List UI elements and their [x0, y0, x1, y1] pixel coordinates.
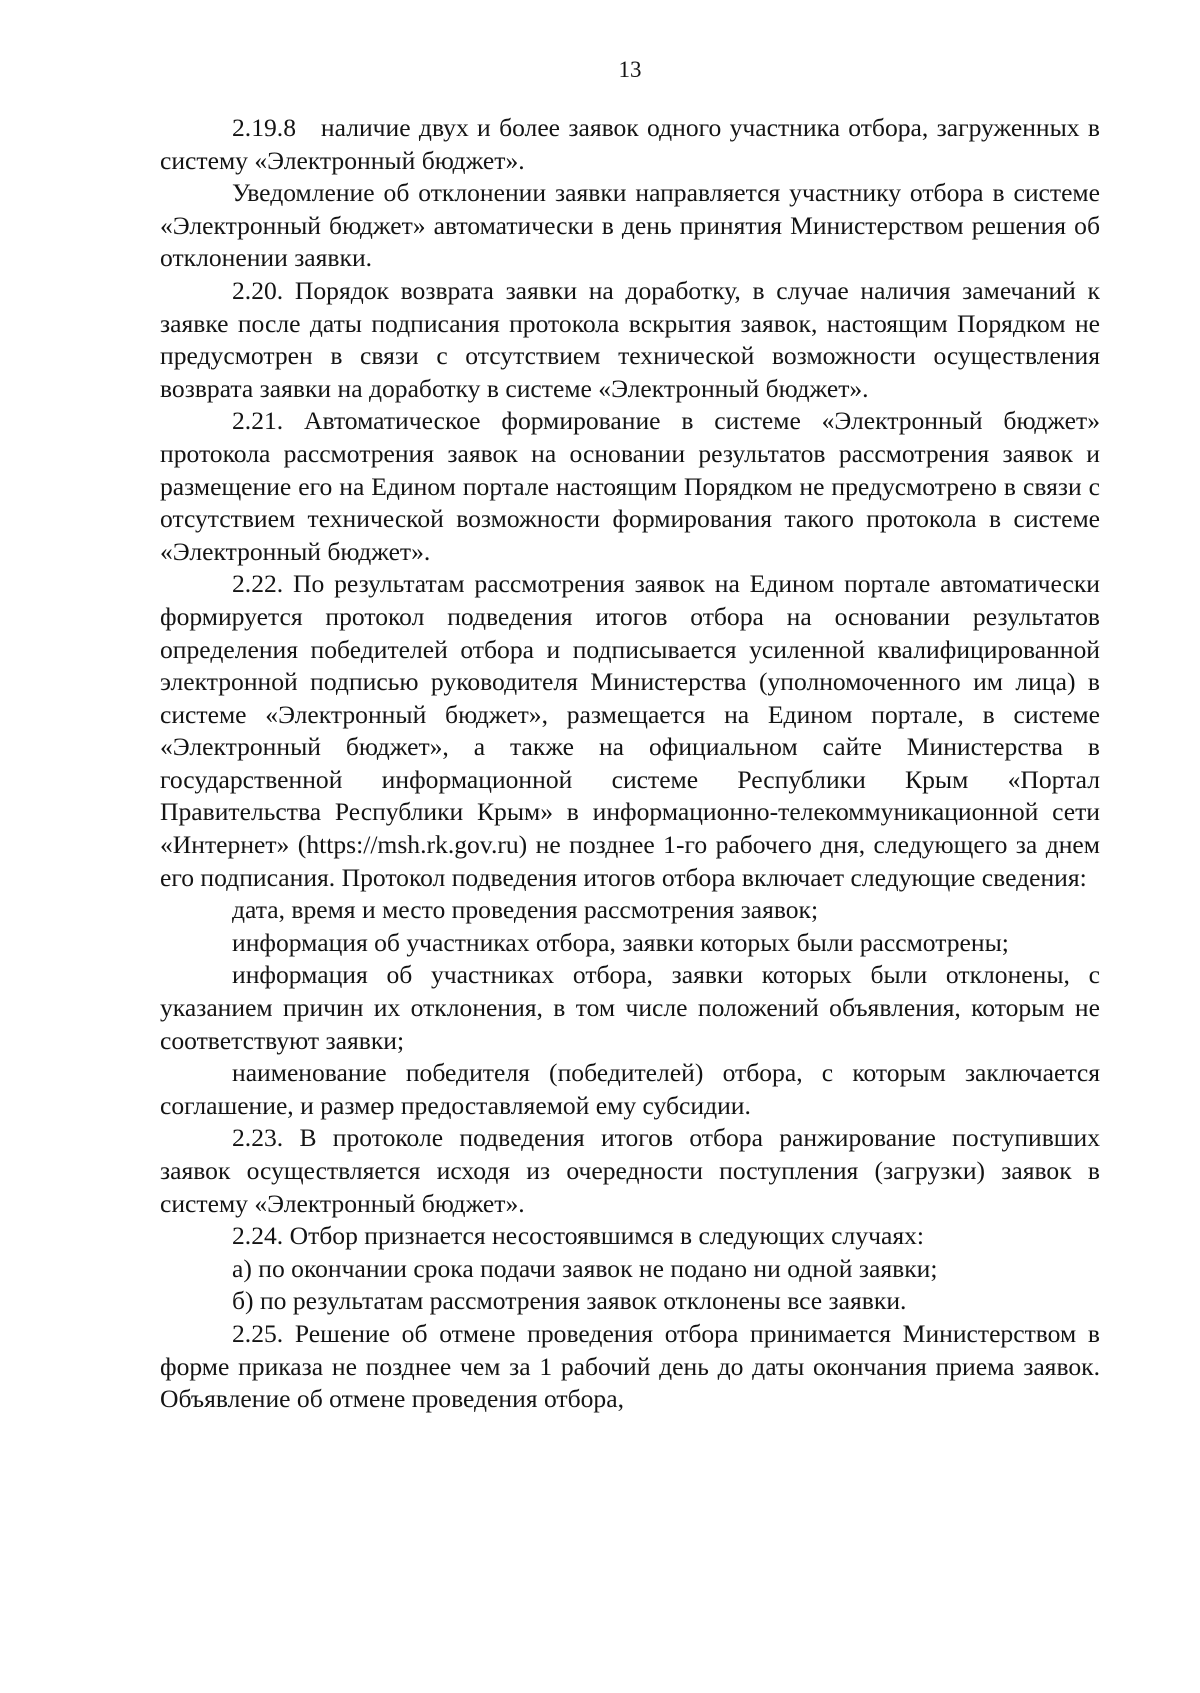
page-number: 13 [618, 57, 642, 82]
paragraph-rejection-notice: Уведомление об отклонении заявки направляется участнику отбора в системе «Электронный бюджет» автоматически в день принятия Министерством решения об отклонении заявки. [160, 178, 1100, 273]
list-item-date-time-place: дата, время и место проведения рассмотрения заявок; [232, 895, 819, 925]
paragraph-2-25: 2.25. Решение об отмене проведения отбора принимается Министерством в форме приказа не позднее чем за 1 рабочий день до даты окончания приема заявок. Объявление об отмене проведения отбора, [160, 1318, 1100, 1414]
list-item-case-b: б) по результатам рассмотрения заявок отклонены все заявки. [232, 1286, 907, 1316]
paragraph-2-22: 2.22. По результатам рассмотрения заявок на Едином портале автоматически формируется протокол подведения итогов отбора на основании результатов определения победителей отбора и подписывается усиленной квалифицированной электронной подписью руководителя Министерства (уполномоченного им лица) в системе «Электронный бюджет», размещается на Едином портале, в системе «Электронный бюджет», а также на официальном сайте Министерства в государственной информационной системе Республики Крым «Портал Правительства Республики Крым» в информационно-телекоммуникационной сети «Интернет» (https://msh.rk.gov.ru) не позднее 1-го рабочего дня, следующего за днем его подписания. Протокол подведения итогов отбора включает следующие сведения: [160, 569, 1100, 892]
list-item-reviewed-participants: информация об участниках отбора, заявки которых были рассмотрены; [232, 927, 1009, 957]
list-item-winner-name: наименование победителя (победителей) отбора, с которым заключается соглашение, и размер предоставляемой ему субсидии. [160, 1058, 1100, 1120]
list-item-case-a: а) по окончании срока подачи заявок не подано ни одной заявки; [232, 1253, 938, 1283]
list-item-rejected-participants: информация об участниках отбора, заявки которых были отклонены, с указанием причин их отклонения, в том числе положений объявления, которым не соответствуют заявки; [160, 960, 1100, 1055]
paragraph-2-23: 2.23. В протоколе подведения итогов отбора ранжирование поступивших заявок осуществляется исходя из очередности поступления (загрузки) заявок в систему «Электронный бюджет». [160, 1123, 1100, 1218]
paragraph-2-24: 2.24. Отбор признается несостоявшимся в следующих случаях: [232, 1221, 925, 1251]
paragraph-2-19-8: 2.19.8 наличие двух и более заявок одного участника отбора, загруженных в систему «Электронный бюджет». [160, 113, 1100, 175]
document-body [160, 112, 1100, 1416]
paragraph-2-21: 2.21. Автоматическое формирование в системе «Электронный бюджет» протокола рассмотрения заявок на основании результатов рассмотрения заявок и размещение его на Едином портале настоящим Порядком не предусмотрено в связи с отсутствием технической возможности формирования такого протокола в системе «Электронный бюджет». [160, 406, 1100, 566]
paragraph-2-20: 2.20. Порядок возврата заявки на доработку, в случае наличия замечаний к заявке после даты подписания протокола вскрытия заявок, настоящим Порядком не предусмотрен в связи с отсутствием технической возможности осуществления возврата заявки на доработку в системе «Электронный бюджет». [160, 275, 1100, 403]
